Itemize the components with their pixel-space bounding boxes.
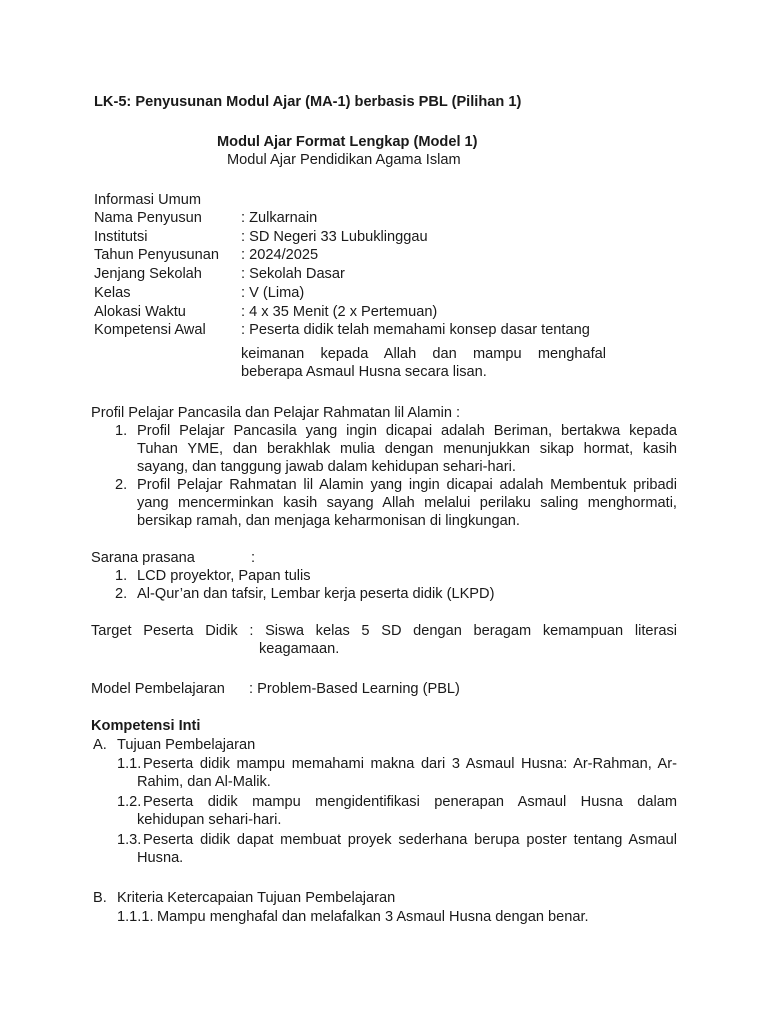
profil-line: bersikap ramah, dan menjaga keharmonisan di lingkungan. — [137, 513, 520, 529]
profil-heading: Profil Pelajar Pancasila dan Pelajar Rahmatan lil Alamin : — [91, 405, 461, 421]
info-row-jenjang-sekolah — [94, 265, 714, 284]
info-row-institusi — [94, 228, 714, 247]
info-label: Kelas — [94, 285, 131, 301]
info-value: : 2024/2025 — [241, 247, 319, 263]
kompetensi-awal-line: beberapa Asmaul Husna secara lisan. — [241, 364, 487, 380]
info-value: : V (Lima) — [241, 285, 305, 301]
info-label: Alokasi Waktu — [94, 304, 186, 320]
sarana-colon: : — [251, 550, 256, 566]
list-number: 2. — [115, 586, 128, 602]
profil-line: Profil Pelajar Rahmatan lil Alamin yang ingin dicapai adalah Membentuk pribadi — [137, 477, 677, 493]
target-peserta-line: Target Peserta Didik : Siswa kelas 5 SD dengan beragam kemampuan literasi — [91, 623, 677, 639]
informasi-umum-heading: Informasi Umum — [94, 192, 202, 208]
tujuan-line: Peserta didik dapat membuat proyek sederhana berupa poster tentang Asmaul — [143, 832, 677, 848]
info-label: Tahun Penyusunan — [94, 247, 219, 263]
sarana-item: Al-Qur’an dan tafsir, Lembar kerja peserta didik (LKPD) — [137, 586, 495, 602]
kriteria-ketercapaian-title: Kriteria Ketercapaian Tujuan Pembelajaran — [117, 890, 396, 906]
model-pembelajaran-value: : Problem-Based Learning (PBL) — [249, 681, 460, 697]
info-value: : 4 x 35 Menit (2 x Pertemuan) — [241, 304, 438, 320]
info-label: Institutsi — [94, 229, 148, 245]
lk-title: LK-5: Penyusunan Modul Ajar (MA-1) berbasis PBL (Pilihan 1) — [94, 94, 522, 110]
sarana-item: LCD proyektor, Papan tulis — [137, 568, 311, 584]
info-label: Jenjang Sekolah — [94, 266, 202, 282]
sarana-label: Sarana prasana — [91, 550, 195, 566]
kompetensi-awal-label: Kompetensi Awal — [94, 322, 206, 338]
info-label: Nama Penyusun — [94, 210, 202, 226]
kriteria-item: Mampu menghafal dan melafalkan 3 Asmaul Husna dengan benar. — [157, 909, 589, 925]
section-letter: A. — [93, 737, 107, 753]
target-peserta-line: keagamaan. — [259, 641, 340, 657]
section-letter: B. — [93, 890, 107, 906]
kompetensi-awal-line: keimanan kepada Allah dan mampu menghafal — [241, 346, 606, 362]
info-row-tahun-penyusunan — [94, 246, 714, 265]
profil-line: Profil Pelajar Pancasila yang ingin dicapai adalah Beriman, bertakwa kepada — [137, 423, 677, 439]
model-pembelajaran-label: Model Pembelajaran — [91, 681, 225, 697]
modul-subtitle: Modul Ajar Pendidikan Agama Islam — [227, 152, 461, 168]
list-number: 1. — [115, 568, 128, 584]
info-row-kelas — [94, 284, 714, 303]
profil-line: yang mencerminkan kasih sayang Allah melalui perilaku saling menghormati, — [137, 495, 677, 511]
info-value: : Zulkarnain — [241, 210, 318, 226]
list-number: 1.1.1. — [117, 909, 154, 925]
tujuan-line: Husna. — [137, 850, 184, 866]
list-number: 1.3. — [117, 832, 142, 848]
kompetensi-awal-line: : Peserta didik telah memahami konsep dasar tentang — [241, 322, 590, 338]
info-row-nama-penyusun — [94, 209, 714, 228]
modul-title: Modul Ajar Format Lengkap (Model 1) — [217, 134, 478, 150]
tujuan-line: Peserta didik mampu mengidentifikasi penerapan Asmaul Husna dalam — [143, 794, 677, 810]
tujuan-line: kehidupan sehari-hari. — [137, 812, 282, 828]
kompetensi-inti-heading: Kompetensi Inti — [91, 718, 201, 734]
tujuan-pembelajaran-title: Tujuan Pembelajaran — [117, 737, 256, 753]
profil-line: Tuhan YME, dan berakhlak mulia dengan menunjukkan sikap hormat, kasih — [137, 441, 677, 457]
tujuan-line: Peserta didik mampu memahami makna dari 3 Asmaul Husna: Ar-Rahman, Ar- — [143, 756, 677, 772]
tujuan-line: Rahim, dan Al-Malik. — [137, 774, 271, 790]
info-value: : Sekolah Dasar — [241, 266, 345, 282]
profil-line: sayang, dan tanggung jawab dalam kehidupan sehari-hari. — [137, 459, 516, 475]
list-number: 1.2. — [117, 794, 142, 810]
list-number: 2. — [115, 477, 128, 493]
info-row-alokasi-waktu — [94, 303, 714, 322]
info-value: : SD Negeri 33 Lubuklinggau — [241, 229, 428, 245]
list-number: 1. — [115, 423, 128, 439]
list-number: 1.1. — [117, 756, 142, 772]
